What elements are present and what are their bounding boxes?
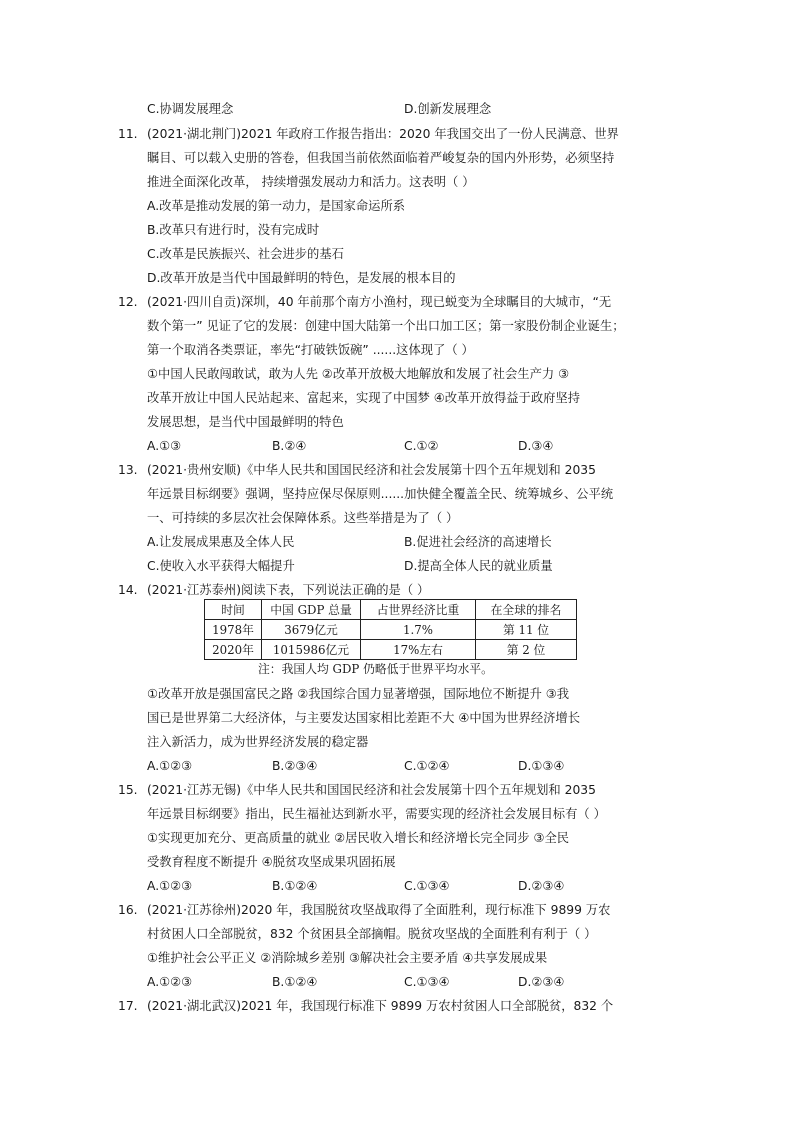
q16-option-a: A.①②③: [147, 975, 193, 989]
q16-option-b: B.①②④: [272, 975, 318, 989]
question-number-16: 16.: [118, 903, 138, 917]
q14-option-b: B.②③④: [272, 759, 318, 773]
q15-statement-line: 受教育程度不断提升 ④脱贫攻坚成果巩固拓展: [147, 855, 396, 869]
q15-option-d: D.②③④: [518, 879, 565, 893]
question-number-12: 12.: [118, 295, 138, 309]
q16-stem-line: 村贫困人口全部脱贫，832 个贫困县全部摘帽。脱贫攻坚战的全面胜利有利于（ ）: [147, 927, 597, 941]
q16-option-c: C.①③④: [404, 975, 450, 989]
table-header-cell: 占世界经济比重: [361, 600, 476, 620]
table-cell: 1015986亿元: [262, 640, 361, 660]
q11-option-d: D.改革开放是当代中国最鲜明的特色，是发展的根本目的: [147, 271, 456, 285]
table-cell: 第 11 位: [476, 620, 577, 640]
question-number-17: 17.: [118, 999, 138, 1013]
q15-option-a: A.①②③: [147, 879, 193, 893]
q10-option-d: D.创新发展理念: [404, 102, 492, 116]
q17-stem-line: (2021·湖北武汉)2021 年，我国现行标准下 9899 万农村贫困人口全部脱贫，832 个: [147, 999, 614, 1013]
q14-statement-line: 注入新活力，成为世界经济发展的稳定器: [147, 735, 369, 749]
table-header-cell: 时间: [205, 600, 262, 620]
q12-stem-line: 第一个取消各类票证，率先“打破铁饭碗” ......这体现了（ ）: [147, 343, 474, 357]
q16-statement-line: ①维护社会公平正义 ②消除城乡差别 ③解决社会主要矛盾 ④共享发展成果: [147, 951, 548, 965]
q12-option-d: D.③④: [518, 439, 554, 453]
q14-statement-line: 国已是世界第二大经济体，与主要发达国家相比差距不大 ④中国为世界经济增长: [147, 711, 581, 725]
q11-stem-line: 瞩目、可以载入史册的答卷，但我国当前依然面临着严峻复杂的国内外形势，必须坚持: [147, 151, 615, 165]
q12-stem-line: 数个第一” 见证了它的发展：创建中国大陆第一个出口加工区；第一家股份制企业诞生；: [147, 319, 625, 333]
q12-statement-line: 改革开放让中国人民站起来、富起来，实现了中国梦 ④改革开放得益于政府坚持: [147, 391, 581, 405]
table-cell: 17%左右: [361, 640, 476, 660]
q15-statement-line: ①实现更加充分、更高质量的就业 ②居民收入增长和经济增长完全同步 ③全民: [147, 831, 570, 845]
q16-option-d: D.②③④: [518, 975, 565, 989]
q12-option-a: A.①③: [147, 439, 182, 453]
q14-statement-line: ①改革开放是强国富民之路 ②我国综合国力显著增强，国际地位不断提升 ③我: [147, 687, 570, 701]
q11-option-b: B.改革只有进行时，没有完成时: [147, 223, 320, 237]
q12-statement-line: ①中国人民敢闯敢试，敢为人先 ②改革开放极大地解放和发展了社会生产力 ③: [147, 367, 570, 381]
q13-option-b: B.促进社会经济的高速增长: [404, 535, 552, 549]
q12-stem-line: (2021·四川自贡)深圳，40 年前那个南方小渔村，现已蜕变为全球瞩目的大城市，“无: [147, 295, 612, 309]
table-cell: 2020年: [205, 640, 262, 660]
q13-option-a: A.让发展成果惠及全体人民: [147, 535, 295, 549]
q15-option-b: B.①②④: [272, 879, 318, 893]
q15-option-c: C.①③④: [404, 879, 450, 893]
q13-option-d: D.提高全体人民的就业质量: [404, 559, 553, 573]
q14-option-d: D.①③④: [518, 759, 565, 773]
question-number-14: 14.: [118, 583, 138, 597]
table-cell: 1978年: [205, 620, 262, 640]
q12-statement-line: 发展思想，是当代中国最鲜明的特色: [147, 415, 344, 429]
q12-option-b: B.②④: [272, 439, 307, 453]
q14-option-c: C.①②④: [404, 759, 450, 773]
q15-stem-line: (2021·江苏无锡)《中华人民共和国国民经济和社会发展第十四个五年规划和 2035: [147, 783, 596, 797]
table-header-cell: 中国 GDP 总量: [262, 600, 361, 620]
q10-option-c: C.协调发展理念: [147, 102, 234, 116]
q11-option-a: A.改革是推动发展的第一动力，是国家命运所系: [147, 199, 406, 213]
question-number-11: 11.: [118, 127, 138, 141]
q13-stem-line: 一、可持续的多层次社会保障体系。这些举措是为了（ ）: [147, 511, 459, 525]
table-header-row: [205, 600, 577, 620]
q14-option-a: A.①②③: [147, 759, 193, 773]
q13-stem-line: (2021·贵州安顺)《中华人民共和国国民经济和社会发展第十四个五年规划和 2035: [147, 463, 596, 477]
table-row: [205, 620, 577, 640]
q14-stem-line: (2021·江苏泰州)阅读下表，下列说法正确的是（ ）: [147, 583, 430, 597]
gdp-table: [204, 599, 577, 660]
table-cell: 1.7%: [361, 620, 476, 640]
q13-stem-line: 年远景目标纲要》强调，坚持应保尽保原则......加快健全覆盖全民、统筹城乡、公平统: [147, 487, 614, 501]
table-cell: 第 2 位: [476, 640, 577, 660]
q15-stem-line: 年远景目标纲要》指出，民生福祉达到新水平，需要实现的经济社会发展目标有（ ）: [147, 807, 606, 821]
table-row: [205, 640, 577, 660]
question-number-13: 13.: [118, 463, 138, 477]
table-header-cell: 在全球的排名: [476, 600, 577, 620]
q13-option-c: C.使收入水平获得大幅提升: [147, 559, 295, 573]
q11-stem-line: (2021·湖北荆门)2021 年政府工作报告指出：2020 年我国交出了一份人民满意、世界: [147, 127, 619, 141]
table-cell: 3679亿元: [262, 620, 361, 640]
q12-option-c: C.①②: [404, 439, 439, 453]
question-number-15: 15.: [118, 783, 138, 797]
q11-option-c: C.改革是民族振兴、社会进步的基石: [147, 247, 344, 261]
q11-stem-line: 推进全面深化改革， 持续增强发展动力和活力。这表明（ ）: [147, 175, 475, 189]
q16-stem-line: (2021·江苏徐州)2020 年，我国脱贫攻坚战取得了全面胜利，现行标准下 9899 万农: [147, 903, 611, 917]
table-note: 注：我国人均 GDP 仍略低于世界平均水平。: [258, 662, 493, 676]
